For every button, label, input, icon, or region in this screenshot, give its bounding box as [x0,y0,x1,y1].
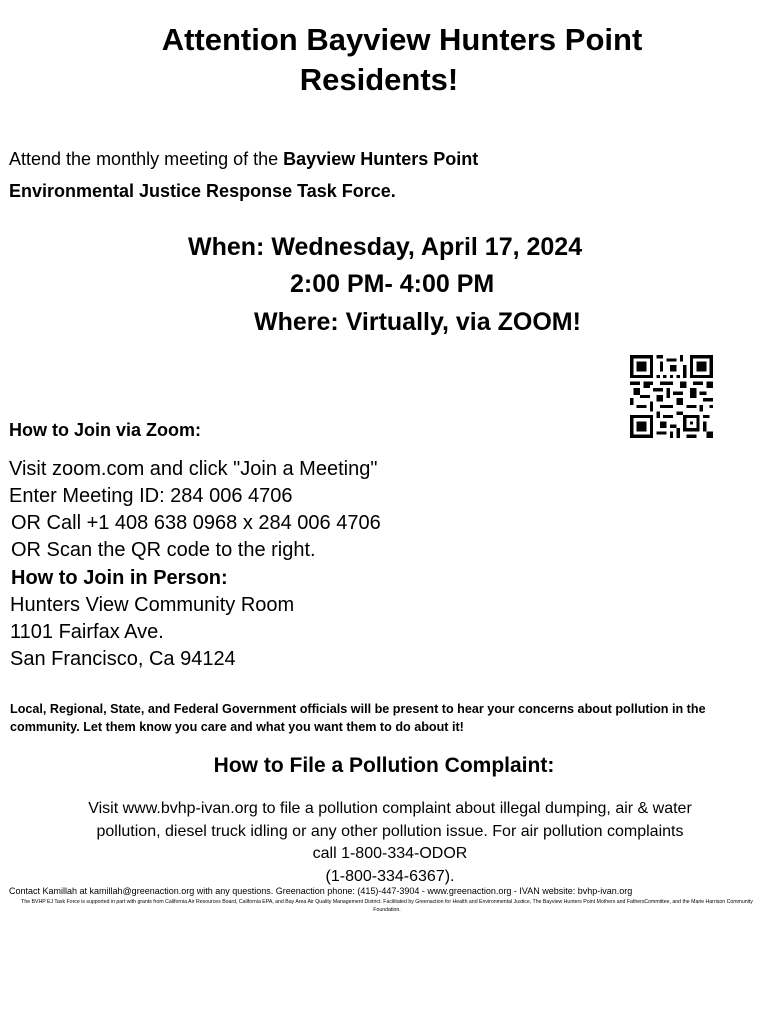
flyer-title [0,20,768,100]
task-force-name-line-2: Environmental Justice Response Task Force. [9,181,396,201]
qr-code-icon[interactable] [630,355,713,438]
task-force-name-line-1: Bayview Hunters Point [283,149,479,169]
complaint-instructions [40,798,740,888]
intro-prefix: Attend the monthly meeting of the [9,149,284,169]
complaint-line-2: pollution, diesel truck idling or any other pollution issue. For air pollution complaints [96,822,684,840]
zoom-step-qr: OR Scan the QR code to the right. [11,539,316,561]
meeting-date: When: Wednesday, April 17, 2024 [188,233,583,261]
complaint-line-3: call 1-800-334-ODOR [312,845,468,862]
complaint-line-1: Visit www.bvhp-ivan.org to file a pollution complaint about illegal dumping, air & water [88,800,692,817]
zoom-join-heading: How to Join via Zoom: [9,420,201,440]
intro-paragraph [9,143,478,207]
in-person-heading: How to Join in Person: [11,567,228,589]
venue-name: Hunters View Community Room [10,594,295,616]
zoom-step-phone: OR Call +1 408 638 0968 x 284 006 4706 [11,512,381,534]
zoom-step-meeting-id: Enter Meeting ID: 284 006 4706 [9,485,293,507]
venue-city: San Francisco, Ca 94124 [10,648,236,670]
meeting-location: Where: Virtually, via ZOOM! [254,308,581,336]
title-line-2: Residents! [299,62,459,97]
complaint-heading: How to File a Pollution Complaint: [213,754,555,777]
title-line-1: Attention Bayview Hunters Point [161,22,643,57]
zoom-step-visit: Visit zoom.com and click "Join a Meeting" [9,458,378,480]
complaint-line-4: (1-800-334-6367). [325,867,455,885]
funding-acknowledgement: The BVHP EJ Task Force is supported in part with grants from California Air Resources Board, California EPA, and Bay Area Air Quality Management District. Facilitated by Greenaction for Health and Environmental Justice, The Bayview Hunters Point Mothers and FathersCommittee, and the Marie Harrison Community Foundation. [21,899,753,913]
venue-street: 1101 Fairfax Ave. [10,621,164,643]
officials-notice: Local, Regional, State, and Federal Government officials will be present to hear your concerns about pollution in the community. Let them know you care and what you want them to do about it! [10,702,706,734]
contact-info: Contact Kamillah at kamillah@greenaction.org with any questions. Greenaction phone: (415)-447-3904 - www.greenaction.org - IVAN website: bvhp-ivan.org [9,886,633,896]
meeting-time: 2:00 PM- 4:00 PM [290,270,495,298]
